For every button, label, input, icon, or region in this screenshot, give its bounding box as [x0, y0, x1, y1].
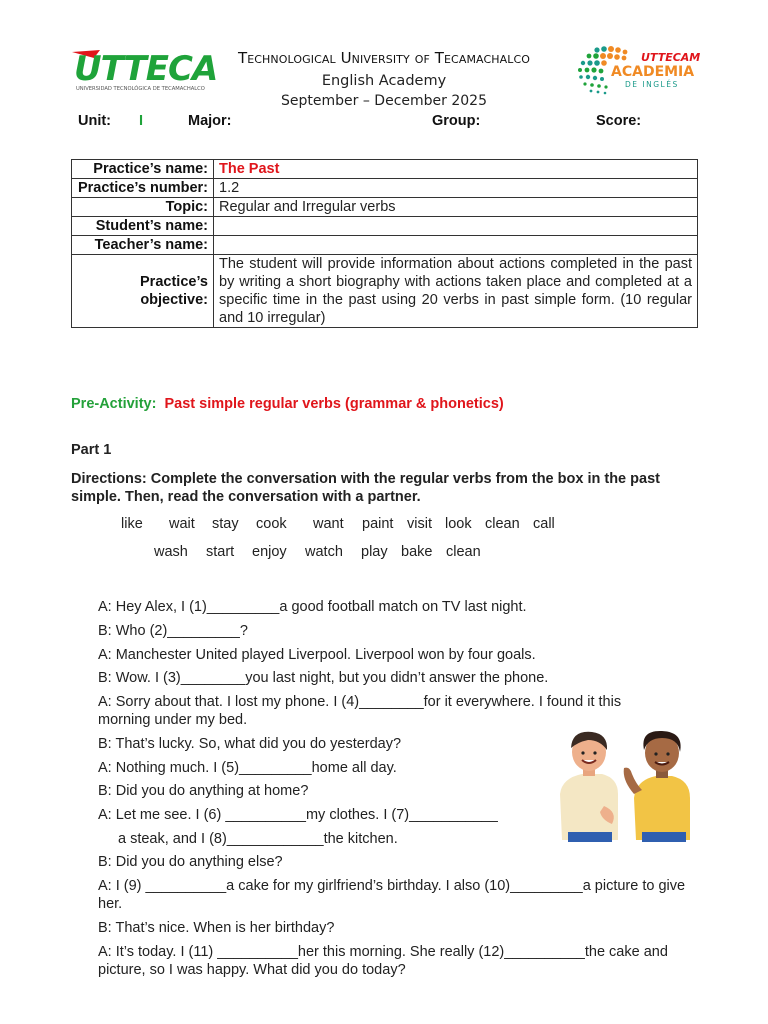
unit-value: I	[139, 113, 144, 129]
verb-word: wait	[169, 516, 195, 532]
logo-dot	[622, 56, 627, 61]
conversation-line: B: Wow. I (3)________you last night, but you didn’t answer the phone.	[98, 670, 549, 686]
conversation-line: B: That’s nice. When is her birthday?	[98, 920, 335, 936]
practice-name-row	[72, 160, 698, 179]
conversation-line: A: It’s today. I (11) __________her this morning. She really (12)__________the cake and picture, so I was happy. What did you do today?	[98, 944, 668, 978]
svg-text:UTTECAM: UTTECA	[74, 49, 216, 89]
logo-dot	[581, 61, 585, 65]
verb-word: want	[313, 516, 344, 532]
svg-text:UNIVERSIDAD TECNOLÓGICA DE TEC: UNIVERSIDAD TECNOLÓGICA DE TECAMACHALCO	[76, 86, 205, 92]
logo-dot	[593, 53, 599, 59]
conversation-line: A: Manchester United played Liverpool. Liverpool won by four goals.	[98, 647, 536, 663]
academia-de-ingles-logo	[575, 44, 701, 98]
academy-title: English Academy	[321, 73, 447, 89]
conversation-line: B: Did you do anything else?	[98, 854, 283, 870]
logo-dot	[601, 46, 607, 52]
logo-dot	[615, 47, 621, 53]
logo-dot	[604, 85, 607, 88]
conversation-line: B: Did you do anything at home?	[98, 783, 309, 799]
svg-text:ACADEMIA: ACADEMIA	[611, 64, 695, 80]
verb-word: clean	[446, 544, 481, 560]
logo-dot	[597, 91, 600, 94]
pre-activity-heading	[71, 396, 504, 412]
logo-dot	[614, 54, 620, 60]
major-label: Major:	[188, 113, 232, 129]
logo-dot	[607, 53, 613, 59]
verb-word: visit	[407, 516, 432, 532]
practice-name-value: The Past	[214, 160, 698, 179]
logo-dot	[587, 60, 592, 65]
logo-dot	[597, 84, 601, 88]
verb-word: cook	[256, 516, 287, 532]
conversation-line: A: Nothing much. I (5)_________home all day.	[98, 760, 397, 776]
logo-dot	[590, 83, 594, 87]
logo-dot	[604, 92, 607, 95]
logo-dot	[594, 47, 599, 52]
two-boys-talking-illustration	[552, 728, 698, 848]
verb-word: call	[533, 516, 555, 532]
topic-value: Regular and Irregular verbs	[214, 198, 698, 217]
period-text: September – December 2025	[281, 93, 487, 109]
verb-word: paint	[362, 516, 394, 532]
verb-word: start	[206, 544, 235, 560]
logo-dot	[600, 53, 606, 59]
practice-number-row	[72, 179, 698, 198]
conversation-line: A: I (9) __________a cake for my girlfriend’s birthday. I also (10)_________a picture to give her.	[98, 878, 686, 912]
student-name-label: Student’s name:	[72, 217, 214, 236]
verb-word: enjoy	[252, 544, 287, 560]
logo-dot	[586, 75, 590, 79]
university-title: Technological University of Tecamachalco	[237, 49, 531, 67]
logo-dot	[591, 67, 596, 72]
objective-value: The student will provide information about actions completed in the past by writing a short biography with actions taken place and completed at a specific time in the past using 20 verbs in past simple form. (10 regular and 10 irregular)	[214, 255, 698, 328]
logo-dot	[583, 82, 586, 85]
logo-dot	[585, 68, 590, 73]
pre-activity-label: Pre-Activity:	[71, 396, 157, 412]
practice-number-value: 1.2	[214, 179, 698, 198]
teacher-name-label: Teacher’s name:	[72, 236, 214, 255]
part-heading: Part 1	[71, 442, 112, 458]
conversation-line: B: Who (2)_________?	[98, 623, 248, 639]
verb-word: bake	[401, 544, 433, 560]
unit-label: Unit:	[78, 113, 112, 129]
svg-text:DE INGLÉS: DE INGLÉS	[625, 80, 679, 89]
logo-dot	[600, 77, 604, 81]
logo-dot	[593, 76, 597, 80]
logo-dot	[623, 50, 628, 55]
uttecam-logo	[70, 44, 216, 94]
logo-dot	[594, 60, 600, 66]
verb-word: clean	[485, 516, 520, 532]
practice-name-label: Practice’s name:	[72, 160, 214, 179]
conversation-line: A: Let me see. I (6) __________my clothes. I (7)___________	[98, 807, 498, 823]
logo-dot	[608, 46, 614, 52]
logo-dot	[601, 60, 607, 66]
directions-text: Directions: Complete the conversation with the regular verbs from the box in the past simple. Then, read the conversation with a partner.	[71, 471, 660, 505]
practice-number-label: Practice’s number:	[72, 179, 214, 198]
logo-dot	[578, 68, 582, 72]
practice-info-table	[71, 159, 698, 328]
objective-row	[72, 255, 698, 328]
topic-label: Topic:	[72, 198, 214, 217]
objective-label: Practice’s objective:	[72, 255, 214, 328]
conversation-line: A: Sorry about that. I lost my phone. I (4)________for it everywhere. I found it this morning under my bed.	[98, 694, 622, 728]
conversation-line: a steak, and I (8)____________the kitchen.	[118, 831, 398, 847]
student-name-field[interactable]	[214, 217, 698, 236]
verb-word: stay	[212, 516, 239, 532]
verb-word: wash	[154, 544, 188, 560]
verb-word: play	[361, 544, 388, 560]
conversation-line: A: Hey Alex, I (1)_________a good football match on TV last night.	[98, 599, 527, 615]
score-label: Score:	[596, 113, 642, 129]
logo-dot	[590, 90, 593, 93]
topic-row	[72, 198, 698, 217]
verb-word: like	[121, 516, 143, 532]
verb-word: look	[445, 516, 472, 532]
svg-text:UTTECAM: UTTECAM	[641, 51, 701, 64]
logo-dot	[579, 75, 583, 79]
teacher-name-row	[72, 236, 698, 255]
teacher-name-field[interactable]	[214, 236, 698, 255]
logo-dot	[587, 54, 592, 59]
conversation-line: B: That’s lucky. So, what did you do yesterday?	[98, 736, 402, 752]
student-name-row	[72, 217, 698, 236]
group-label: Group:	[432, 113, 481, 129]
verb-word: watch	[305, 544, 343, 560]
pre-activity-title: Past simple regular verbs (grammar & phonetics)	[164, 396, 504, 412]
logo-dot	[599, 69, 604, 74]
